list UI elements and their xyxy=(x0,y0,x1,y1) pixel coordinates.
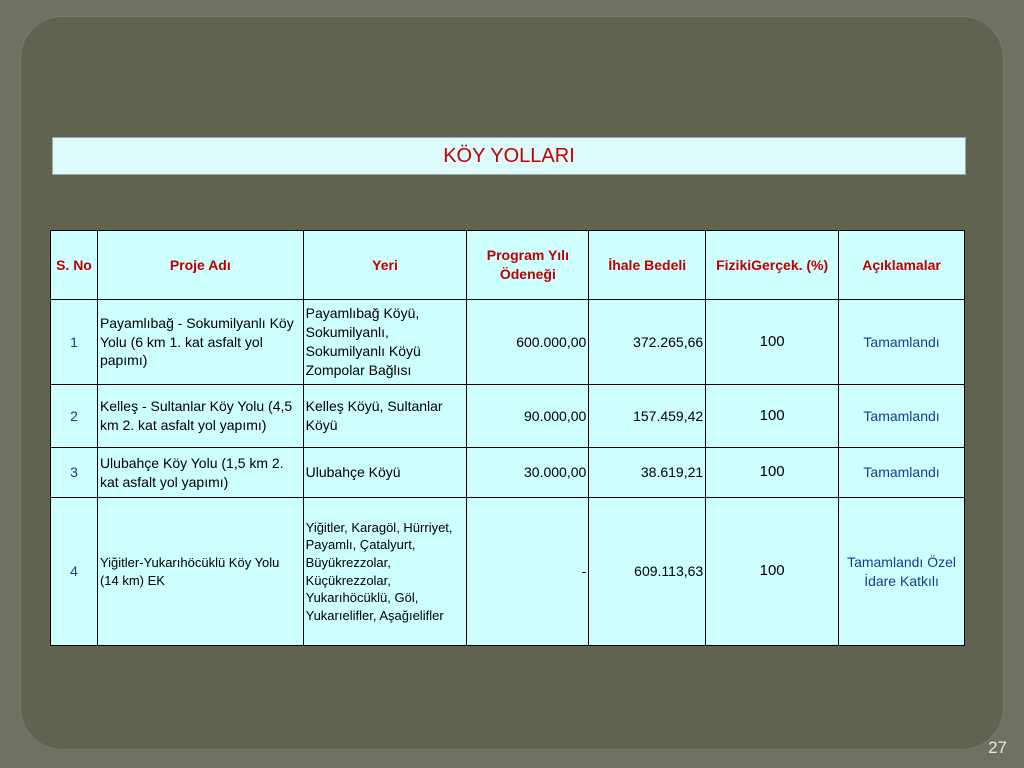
row-location: Kelleş Köyü, Sultanlar Köyü xyxy=(303,385,467,448)
header-physical: FizikiGerçek. (%) xyxy=(706,231,839,300)
table-row xyxy=(51,385,965,448)
row-tender: 372.265,66 xyxy=(589,300,706,385)
village-roads-table xyxy=(50,230,965,646)
row-no: 2 xyxy=(51,385,98,448)
row-physical: 100 xyxy=(706,448,839,498)
row-project: Payamlıbağ - Sokumilyanlı Köy Yolu (6 km 1. kat asfalt yol papımı) xyxy=(97,300,303,385)
row-location: Payamlıbağ Köyü, Sokumilyanlı, Sokumilyanlı Köyü Zompolar Bağlısı xyxy=(303,300,467,385)
row-no: 1 xyxy=(51,300,98,385)
header-project: Proje Adı xyxy=(97,231,303,300)
row-tender: 157.459,42 xyxy=(589,385,706,448)
table-row xyxy=(51,300,965,385)
table-row xyxy=(51,498,965,646)
row-project: Kelleş - Sultanlar Köy Yolu (4,5 km 2. kat asfalt yol yapımı) xyxy=(97,385,303,448)
row-notes: Tamamlandı xyxy=(839,300,965,385)
row-program: 600.000,00 xyxy=(467,300,589,385)
header-notes: Açıklamalar xyxy=(839,231,965,300)
row-tender: 609.113,63 xyxy=(589,498,706,646)
row-physical: 100 xyxy=(706,385,839,448)
header-no: S. No xyxy=(51,231,98,300)
row-notes: Tamamlandı Özel İdare Katkılı xyxy=(839,498,965,646)
header-tender: İhale Bedeli xyxy=(589,231,706,300)
header-location: Yeri xyxy=(303,231,467,300)
table-row xyxy=(51,448,965,498)
slide-title: KÖY YOLLARI xyxy=(52,137,966,175)
row-project: Yiğitler-Yukarıhöcüklü Köy Yolu (14 km) EK xyxy=(97,498,303,646)
row-physical: 100 xyxy=(706,498,839,646)
row-no: 3 xyxy=(51,448,98,498)
header-program: Program Yılı Ödeneği xyxy=(467,231,589,300)
row-notes: Tamamlandı xyxy=(839,448,965,498)
row-notes: Tamamlandı xyxy=(839,385,965,448)
table-header-row xyxy=(51,231,965,300)
row-project: Ulubahçe Köy Yolu (1,5 km 2. kat asfalt yol yapımı) xyxy=(97,448,303,498)
row-no: 4 xyxy=(51,498,98,646)
row-program: 90.000,00 xyxy=(467,385,589,448)
row-tender: 38.619,21 xyxy=(589,448,706,498)
row-physical: 100 xyxy=(706,300,839,385)
row-program: - xyxy=(467,498,589,646)
row-program: 30.000,00 xyxy=(467,448,589,498)
row-location: Ulubahçe Köyü xyxy=(303,448,467,498)
page-number: 27 xyxy=(988,738,1007,757)
row-location: Yiğitler, Karagöl, Hürriyet, Payamlı, Çatalyurt, Büyükrezzolar, Küçükrezzolar, Yukarıhöcüklü, Göl, Yukarıelifler, Aşağıelifler xyxy=(303,498,467,646)
